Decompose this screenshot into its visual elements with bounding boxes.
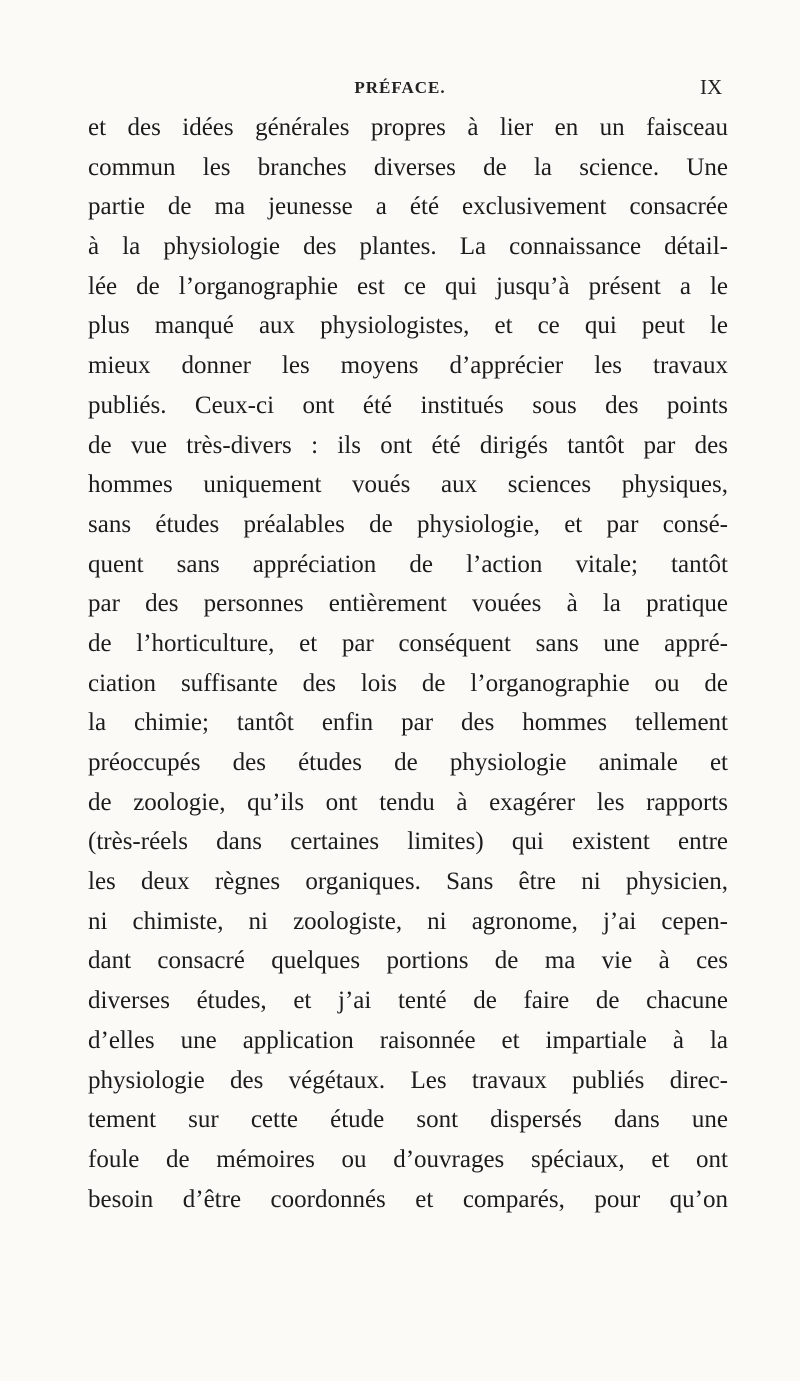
text-line: partie de ma jeunesse a été exclusivement consacrée: [88, 193, 728, 221]
running-head: PRÉFACE.: [354, 78, 446, 97]
text-line: les deux règnes organiques. Sans être ni physicien,: [88, 868, 728, 896]
text-line: ni chimiste, ni zoologiste, ni agronome, j’ai cepen-: [88, 907, 728, 935]
text-line: mieux donner les moyens d’apprécier les travaux: [88, 352, 728, 380]
text-line: dant consacré quelques portions de ma vie à ces: [88, 947, 728, 975]
text-line: besoin d’être coordonnés et comparés, pour qu’on: [88, 1185, 728, 1213]
text-line: et des idées générales propres à lier en un faisceau: [88, 114, 728, 141]
page-number: IX: [700, 75, 723, 99]
body-text: [88, 108, 728, 1219]
text-line: publiés. Ceux-ci ont été institués sous des points: [88, 391, 728, 419]
text-line: foule de mémoires ou d’ouvrages spéciaux, et ont: [88, 1145, 728, 1173]
text-line: de vue très-divers : ils ont été dirigés tantôt par des: [88, 431, 728, 459]
text-line: de zoologie, qu’ils ont tendu à exagérer les rapports: [88, 788, 728, 816]
text-line: commun les branches diverses de la science. Une: [88, 153, 728, 181]
text-line: de l’horticulture, et par conséquent sans une appré-: [88, 629, 728, 657]
text-line: sans études préalables de physiologie, et par consé-: [88, 510, 728, 538]
text-line: plus manqué aux physiologistes, et ce qui peut le: [88, 312, 728, 340]
text-line: quent sans appréciation de l’action vitale; tantôt: [88, 550, 728, 578]
text-line: à la physiologie des plantes. La connaissance détail-: [88, 233, 728, 261]
text-line: lée de l’organographie est ce qui jusqu’à présent a le: [88, 272, 728, 300]
text-line: diverses études, et j’ai tenté de faire de chacune: [88, 987, 728, 1015]
text-line: d’elles une application raisonnée et impartiale à la: [88, 1026, 728, 1054]
text-line: (très-réels dans certaines limites) qui existent entre: [88, 828, 728, 856]
text-line: la chimie; tantôt enfin par des hommes tellement: [88, 709, 728, 737]
text-line: physiologie des végétaux. Les travaux publiés direc-: [88, 1066, 728, 1094]
text-line: tement sur cette étude sont dispersés dans une: [88, 1106, 728, 1134]
text-line: hommes uniquement voués aux sciences physiques,: [88, 471, 728, 499]
text-line: ciation suffisante des lois de l’organographie ou de: [88, 669, 728, 697]
text-line: préoccupés des études de physiologie animale et: [88, 749, 728, 776]
text-line: par des personnes entièrement vouées à la pratique: [88, 590, 728, 618]
